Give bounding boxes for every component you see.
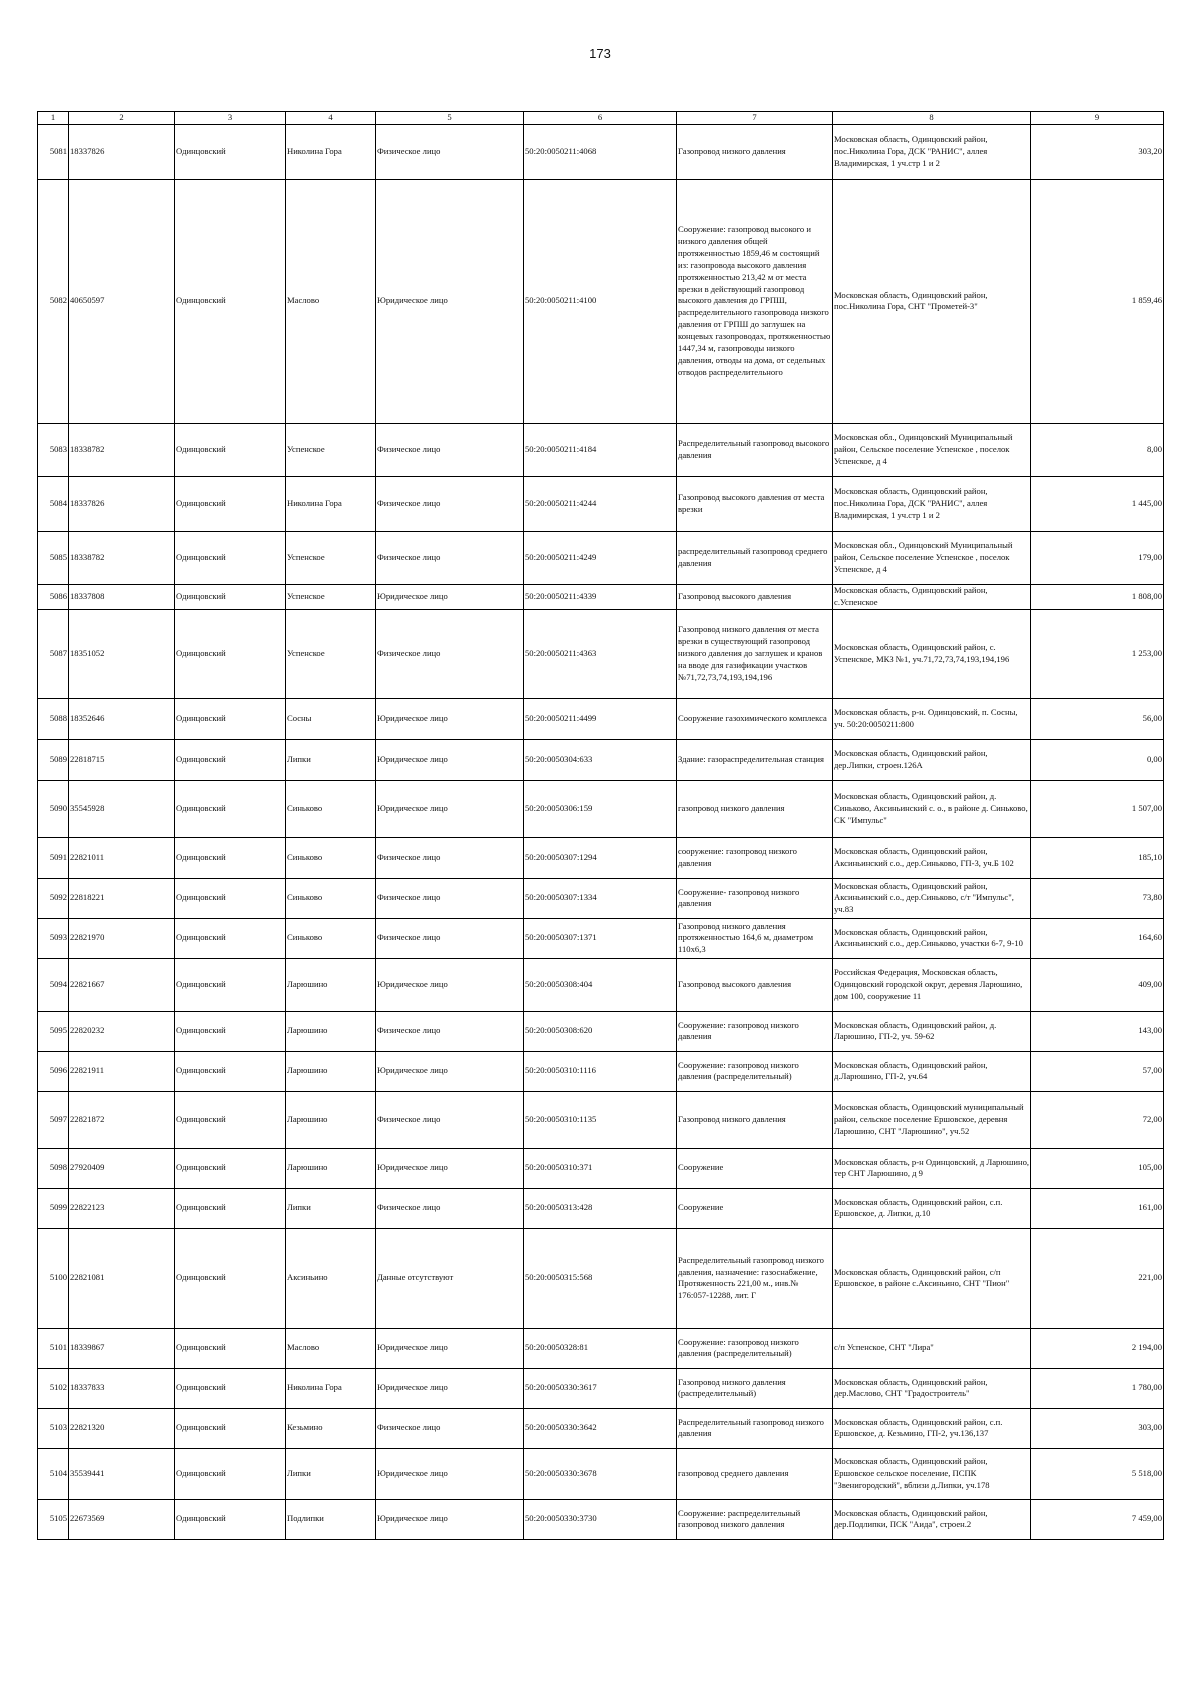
locality-cell: Успенское [286,609,376,698]
district-cell: Одинцовский [175,1091,286,1148]
object-description-cell: Газопровод высокого давления [677,584,833,609]
owner-type-cell: Физическое лицо [376,476,524,531]
table-row [38,1051,1164,1091]
cadastral-number-cell: 50:20:0050211:4339 [524,584,677,609]
district-cell: Одинцовский [175,124,286,179]
length-cell: 303,00 [1031,1408,1164,1448]
owner-type-cell: Юридическое лицо [376,698,524,739]
object-description-cell: сооружение: газопровод низкого давления [677,837,833,878]
owner-type-cell: Юридическое лицо [376,1368,524,1408]
length-cell: 143,00 [1031,1011,1164,1051]
column-header: 1 [38,112,69,125]
object-description-cell: Распределительный газопровод низкого давления [677,1408,833,1448]
object-id-cell: 18337833 [69,1368,175,1408]
cadastral-number-cell: 50:20:0050307:1334 [524,878,677,918]
object-id-cell: 18351052 [69,609,175,698]
object-description-cell: Сооружение: газопровод низкого давления (распределительный) [677,1051,833,1091]
address-cell: Московская обл., Одинцовский Муниципальный район, Сельское поселение Успенское , поселок Успенское, д 4 [833,423,1031,476]
table-row [38,609,1164,698]
cadastral-number-cell: 50:20:0050330:3678 [524,1448,677,1499]
length-cell: 5 518,00 [1031,1448,1164,1499]
address-cell: Московская область, Одинцовский район, с.п. Ершовское, д. Липки, д.10 [833,1188,1031,1228]
locality-cell: Синьково [286,837,376,878]
object-id-cell: 22818221 [69,878,175,918]
object-description-cell: Газопровод низкого давления [677,1091,833,1148]
owner-type-cell: Юридическое лицо [376,780,524,837]
owner-type-cell: Физическое лицо [376,423,524,476]
locality-cell: Маслово [286,1328,376,1368]
district-cell: Одинцовский [175,179,286,423]
table-row [38,1091,1164,1148]
district-cell: Одинцовский [175,584,286,609]
locality-cell: Успенское [286,531,376,584]
locality-cell: Николина Гора [286,124,376,179]
object-description-cell: Сооружение: газопровод высокого и низкого давления общей протяженностью 1859,46 м состоящий из: газопровода высокого давления протяженностью 213,42 м от места врезки в действующий газопровод высокого давления до ГРПШ, распределительного газопровода низкого давления от ГРПШ до заглушек на концевых газопроводах, протяженностью 1447,34 м, газопроводы низкого давления, отводы на дома, от седельных отводов распределительного [677,179,833,423]
table-row [38,837,1164,878]
object-id-cell: 22818715 [69,739,175,780]
owner-type-cell: Юридическое лицо [376,1499,524,1539]
object-description-cell: Газопровод низкого давления от места врезки в существующий газопровод низкого давления до заглушек и кранов на вводе для газификации участков №71,72,73,74,193,194,196 [677,609,833,698]
table-row [38,1188,1164,1228]
row-number-cell: 5084 [38,476,69,531]
row-number-cell: 5097 [38,1091,69,1148]
length-cell: 0,00 [1031,739,1164,780]
locality-cell: Синьково [286,918,376,958]
column-header: 5 [376,112,524,125]
object-description-cell: Газопровод низкого давления протяженностью 164,6 м, диаметром 110х6,3 [677,918,833,958]
object-id-cell: 22821011 [69,837,175,878]
district-cell: Одинцовский [175,1051,286,1091]
locality-cell: Николина Гора [286,476,376,531]
table-row [38,1499,1164,1539]
address-cell: Московская область, Одинцовский муниципальный район, сельское поселение Ершовское, деревня Ларюшино, СНТ "Ларюшино", уч.52 [833,1091,1031,1148]
object-id-cell: 18337826 [69,476,175,531]
cadastral-number-cell: 50:20:0050306:159 [524,780,677,837]
object-description-cell: Газопровод низкого давления [677,124,833,179]
owner-type-cell: Физическое лицо [376,918,524,958]
row-number-cell: 5082 [38,179,69,423]
length-cell: 179,00 [1031,531,1164,584]
district-cell: Одинцовский [175,531,286,584]
locality-cell: Синьково [286,878,376,918]
object-id-cell: 18338782 [69,423,175,476]
object-description-cell: Газопровод высокого давления от места врезки [677,476,833,531]
table-row [38,1448,1164,1499]
owner-type-cell: Физическое лицо [376,531,524,584]
locality-cell: Кезьмино [286,1408,376,1448]
row-number-cell: 5104 [38,1448,69,1499]
address-cell: Московская область, Одинцовский район, пос.Николина Гора, СНТ "Прометей-3" [833,179,1031,423]
table-row [38,531,1164,584]
object-id-cell: 22821970 [69,918,175,958]
length-cell: 409,00 [1031,958,1164,1011]
locality-cell: Ларюшино [286,1148,376,1188]
cadastral-number-cell: 50:20:0050211:4499 [524,698,677,739]
row-number-cell: 5083 [38,423,69,476]
object-description-cell: Сооружение: газопровод низкого давления [677,1011,833,1051]
district-cell: Одинцовский [175,837,286,878]
district-cell: Одинцовский [175,1228,286,1328]
cadastral-number-cell: 50:20:0050211:4184 [524,423,677,476]
district-cell: Одинцовский [175,1188,286,1228]
owner-type-cell: Физическое лицо [376,837,524,878]
object-description-cell: Распределительный газопровод низкого давления, назначение: газоснабжение, Протяженность 221,00 м., инв.№ 176:057-12288, лит. Г [677,1228,833,1328]
address-cell: Московская область, Одинцовский район, с.п. Ершовское, д. Кезьмино, ГП-2, уч.136,137 [833,1408,1031,1448]
column-header: 2 [69,112,175,125]
address-cell: Московская область, Одинцовский район, с. Успенское, МКЗ №1, уч.71,72,73,74,193,194,196 [833,609,1031,698]
table-body [38,124,1164,1539]
address-cell: Московская область, Одинцовский район, дер.Липки, строен.126А [833,739,1031,780]
address-cell: Московская область, р-н Одинцовский, д Ларюшино, тер СНТ Ларюшино, д 9 [833,1148,1031,1188]
row-number-cell: 5088 [38,698,69,739]
address-cell: Московская область, Одинцовский район, Ершовское сельское поселение, ПСПК "Звенигородский", вблизи д.Липки, уч.178 [833,1448,1031,1499]
page-number: 173 [589,46,611,61]
address-cell: Московская область, Одинцовский район, пос.Николина Гора, ДСК "РАНИС", аллея Владимирская, 1 уч.стр 1 и 2 [833,124,1031,179]
district-cell: Одинцовский [175,698,286,739]
owner-type-cell: Юридическое лицо [376,1148,524,1188]
owner-type-cell: Физическое лицо [376,609,524,698]
owner-type-cell: Юридическое лицо [376,584,524,609]
locality-cell: Аксиньино [286,1228,376,1328]
object-id-cell: 22673569 [69,1499,175,1539]
length-cell: 8,00 [1031,423,1164,476]
owner-type-cell: Юридическое лицо [376,1051,524,1091]
row-number-cell: 5081 [38,124,69,179]
address-cell: Московская область, Одинцовский район, с.Успенское [833,584,1031,609]
table-row [38,780,1164,837]
address-cell: Московская область, Одинцовский район, с/п Ершовское, в районе с.Аксиньино, СНТ "Пион" [833,1228,1031,1328]
row-number-cell: 5096 [38,1051,69,1091]
district-cell: Одинцовский [175,423,286,476]
row-number-cell: 5085 [38,531,69,584]
address-cell: Московская область, Одинцовский район, Аксиньинский с.о., дер.Синьково, ГП-3, уч.Б 102 [833,837,1031,878]
row-number-cell: 5090 [38,780,69,837]
row-number-cell: 5105 [38,1499,69,1539]
length-cell: 1 445,00 [1031,476,1164,531]
locality-cell: Ларюшино [286,958,376,1011]
length-cell: 2 194,00 [1031,1328,1164,1368]
object-id-cell: 22821081 [69,1228,175,1328]
locality-cell: Ларюшино [286,1091,376,1148]
row-number-cell: 5092 [38,878,69,918]
registry-table [37,111,1164,1540]
object-id-cell: 22820232 [69,1011,175,1051]
address-cell: Московская область, Одинцовский район, д. Ларюшино, ГП-2, уч. 59-62 [833,1011,1031,1051]
length-cell: 185,10 [1031,837,1164,878]
district-cell: Одинцовский [175,780,286,837]
district-cell: Одинцовский [175,1368,286,1408]
district-cell: Одинцовский [175,958,286,1011]
owner-type-cell: Данные отсутствуют [376,1228,524,1328]
district-cell: Одинцовский [175,1408,286,1448]
locality-cell: Липки [286,1448,376,1499]
object-description-cell: Сооружение: газопровод низкого давления (распределительный) [677,1328,833,1368]
owner-type-cell: Юридическое лицо [376,1448,524,1499]
column-header: 9 [1031,112,1164,125]
object-description-cell: Сооружение- газопровод низкого давления [677,878,833,918]
object-id-cell: 18337808 [69,584,175,609]
address-cell: Московская область, Одинцовский район, Аксиньинский с.о., дер.Синьково, с/т "Импульс", уч.83 [833,878,1031,918]
length-cell: 105,00 [1031,1148,1164,1188]
table-row [38,958,1164,1011]
cadastral-number-cell: 50:20:0050315:568 [524,1228,677,1328]
locality-cell: Липки [286,739,376,780]
object-id-cell: 22822123 [69,1188,175,1228]
owner-type-cell: Физическое лицо [376,1091,524,1148]
district-cell: Одинцовский [175,918,286,958]
address-cell: Московская область, Одинцовский район, д.Ларюшино, ГП-2, уч.64 [833,1051,1031,1091]
length-cell: 1 859,46 [1031,179,1164,423]
owner-type-cell: Юридическое лицо [376,958,524,1011]
locality-cell: Успенское [286,584,376,609]
cadastral-number-cell: 50:20:0050328:81 [524,1328,677,1368]
table-row [38,878,1164,918]
locality-cell: Успенское [286,423,376,476]
district-cell: Одинцовский [175,1011,286,1051]
cadastral-number-cell: 50:20:0050310:1135 [524,1091,677,1148]
row-number-cell: 5089 [38,739,69,780]
length-cell: 7 459,00 [1031,1499,1164,1539]
row-number-cell: 5095 [38,1011,69,1051]
cadastral-number-cell: 50:20:0050211:4363 [524,609,677,698]
object-id-cell: 22821911 [69,1051,175,1091]
object-id-cell: 22821667 [69,958,175,1011]
district-cell: Одинцовский [175,1148,286,1188]
owner-type-cell: Юридическое лицо [376,179,524,423]
row-number-cell: 5098 [38,1148,69,1188]
locality-cell: Ларюшино [286,1051,376,1091]
object-description-cell: Газопровод низкого давления (распределительный) [677,1368,833,1408]
row-number-cell: 5093 [38,918,69,958]
table-row [38,1328,1164,1368]
table-row [38,1148,1164,1188]
owner-type-cell: Юридическое лицо [376,1328,524,1368]
address-cell: Московская область, Одинцовский район, дер.Подлипки, ПСК "Аида", строен.2 [833,1499,1031,1539]
locality-cell: Ларюшино [286,1011,376,1051]
cadastral-number-cell: 50:20:0050308:620 [524,1011,677,1051]
length-cell: 1 780,00 [1031,1368,1164,1408]
cadastral-number-cell: 50:20:0050304:633 [524,739,677,780]
cadastral-number-cell: 50:20:0050307:1371 [524,918,677,958]
header-row [38,112,1164,125]
cadastral-number-cell: 50:20:0050308:404 [524,958,677,1011]
table-row [38,423,1164,476]
table-row [38,1011,1164,1051]
address-cell: Московская область, Одинцовский район, дер.Маслово, СНТ "Градостроитель" [833,1368,1031,1408]
cadastral-number-cell: 50:20:0050310:1116 [524,1051,677,1091]
cadastral-number-cell: 50:20:0050330:3642 [524,1408,677,1448]
row-number-cell: 5087 [38,609,69,698]
address-cell: Московская область, р-н. Одинцовский, п. Сосны, уч. 50:20:0050211:800 [833,698,1031,739]
table-row [38,1408,1164,1448]
column-header: 4 [286,112,376,125]
row-number-cell: 5101 [38,1328,69,1368]
cadastral-number-cell: 50:20:0050310:371 [524,1148,677,1188]
object-description-cell: Сооружение газохимического комплекса [677,698,833,739]
address-cell: Московская обл., Одинцовский Муниципальный район, Сельское поселение Успенское , поселок Успенское, д 4 [833,531,1031,584]
cadastral-number-cell: 50:20:0050307:1294 [524,837,677,878]
district-cell: Одинцовский [175,609,286,698]
district-cell: Одинцовский [175,1499,286,1539]
address-cell: Московская область, Одинцовский район, Аксиньинский с.о., дер.Синьково, участки 6-7, 9-10 [833,918,1031,958]
table-row [38,1228,1164,1328]
object-id-cell: 18338782 [69,531,175,584]
table-row [38,584,1164,609]
length-cell: 56,00 [1031,698,1164,739]
object-id-cell: 18339867 [69,1328,175,1368]
table-row [38,739,1164,780]
address-cell: Московская область, Одинцовский район, д. Синьково, Аксиньинский с. о., в районе д. Синьково, СК "Импульс" [833,780,1031,837]
cadastral-number-cell: 50:20:0050330:3730 [524,1499,677,1539]
owner-type-cell: Физическое лицо [376,1011,524,1051]
object-id-cell: 22821872 [69,1091,175,1148]
length-cell: 164,60 [1031,918,1164,958]
locality-cell: Липки [286,1188,376,1228]
length-cell: 1 253,00 [1031,609,1164,698]
row-number-cell: 5091 [38,837,69,878]
object-id-cell: 35539441 [69,1448,175,1499]
object-id-cell: 35545928 [69,780,175,837]
cadastral-number-cell: 50:20:0050211:4244 [524,476,677,531]
object-id-cell: 27920409 [69,1148,175,1188]
address-cell: Российская Федерация, Московская область, Одинцовский городской округ, деревня Ларюшино, дом 100, сооружение 11 [833,958,1031,1011]
district-cell: Одинцовский [175,476,286,531]
table-row [38,179,1164,423]
cadastral-number-cell: 50:20:0050211:4249 [524,531,677,584]
row-number-cell: 5099 [38,1188,69,1228]
owner-type-cell: Физическое лицо [376,878,524,918]
owner-type-cell: Юридическое лицо [376,739,524,780]
district-cell: Одинцовский [175,1448,286,1499]
table-row [38,124,1164,179]
district-cell: Одинцовский [175,1328,286,1368]
cadastral-number-cell: 50:20:0050211:4100 [524,179,677,423]
table-row [38,1368,1164,1408]
length-cell: 57,00 [1031,1051,1164,1091]
length-cell: 1 507,00 [1031,780,1164,837]
address-cell: Московская область, Одинцовский район, пос.Николина Гора, ДСК "РАНИС", аллея Владимирская, 1 уч.стр 1 и 2 [833,476,1031,531]
object-id-cell: 18352646 [69,698,175,739]
object-description-cell: Сооружение [677,1188,833,1228]
table-row [38,476,1164,531]
object-id-cell: 40650597 [69,179,175,423]
row-number-cell: 5100 [38,1228,69,1328]
locality-cell: Николина Гора [286,1368,376,1408]
row-number-cell: 5086 [38,584,69,609]
table-row [38,918,1164,958]
cadastral-number-cell: 50:20:0050313:428 [524,1188,677,1228]
object-description-cell: газопровод среднего давления [677,1448,833,1499]
length-cell: 73,80 [1031,878,1164,918]
owner-type-cell: Физическое лицо [376,1408,524,1448]
object-id-cell: 18337826 [69,124,175,179]
length-cell: 1 808,00 [1031,584,1164,609]
column-header: 6 [524,112,677,125]
object-description-cell: Здание: газораспределительная станция [677,739,833,780]
row-number-cell: 5094 [38,958,69,1011]
column-header: 3 [175,112,286,125]
object-description-cell: Распределительный газопровод высокого давления [677,423,833,476]
length-cell: 72,00 [1031,1091,1164,1148]
district-cell: Одинцовский [175,739,286,780]
length-cell: 221,00 [1031,1228,1164,1328]
column-header: 7 [677,112,833,125]
object-description-cell: распределительный газопровод среднего давления [677,531,833,584]
locality-cell: Синьково [286,780,376,837]
locality-cell: Маслово [286,179,376,423]
object-description-cell: Сооружение: распределительный газопровод низкого давления [677,1499,833,1539]
column-header: 8 [833,112,1031,125]
address-cell: с/п Успенское, СНТ "Лира" [833,1328,1031,1368]
object-id-cell: 22821320 [69,1408,175,1448]
cadastral-number-cell: 50:20:0050211:4068 [524,124,677,179]
district-cell: Одинцовский [175,878,286,918]
object-description-cell: Сооружение [677,1148,833,1188]
object-description-cell: газопровод низкого давления [677,780,833,837]
owner-type-cell: Физическое лицо [376,1188,524,1228]
locality-cell: Подлипки [286,1499,376,1539]
cadastral-number-cell: 50:20:0050330:3617 [524,1368,677,1408]
length-cell: 161,00 [1031,1188,1164,1228]
owner-type-cell: Физическое лицо [376,124,524,179]
length-cell: 303,20 [1031,124,1164,179]
row-number-cell: 5103 [38,1408,69,1448]
locality-cell: Сосны [286,698,376,739]
object-description-cell: Газопровод высокого давления [677,958,833,1011]
table-row [38,698,1164,739]
row-number-cell: 5102 [38,1368,69,1408]
